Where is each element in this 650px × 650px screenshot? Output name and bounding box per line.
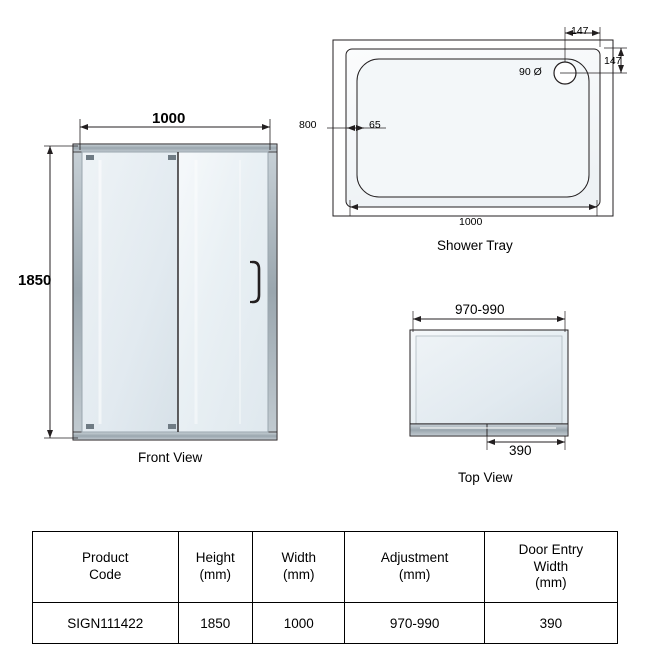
header-adjustment-line2: (mm): [398, 567, 431, 582]
header-width: [252, 532, 345, 603]
cell-height: 1850: [178, 603, 252, 644]
top-view-width-dimension: 970-990: [455, 302, 505, 317]
header-product-code: [33, 532, 179, 603]
front-view-caption: Front View: [138, 450, 203, 465]
header-product-code-line1: Product: [82, 550, 129, 566]
tray-width-dimension: 1000: [459, 216, 483, 228]
front-view-height-dimension: 1850: [18, 272, 52, 289]
cell-door-entry-width: 390: [484, 603, 617, 644]
header-product-code-line2: Code: [89, 567, 122, 582]
header-width-line2: (mm): [282, 567, 315, 582]
tray-upstand-dimension: 65: [369, 119, 381, 131]
tray-depth-dimension: 800: [299, 119, 317, 131]
tray-waste-offset-top-dimension: 147: [571, 25, 589, 37]
table-row: [33, 603, 618, 644]
tray-waste-offset-side-dimension: 147: [604, 55, 622, 67]
cell-width: 1000: [252, 603, 345, 644]
header-entry-line3: (mm): [535, 575, 567, 591]
header-adjustment: [345, 532, 484, 603]
shower-tray-caption: Shower Tray: [437, 238, 513, 253]
header-height-line2: (mm): [199, 567, 231, 582]
specification-table: [32, 531, 618, 644]
cell-adjustment: 970-990: [345, 603, 484, 644]
header-adjustment-line1: Adjustment: [380, 550, 449, 566]
header-door-entry-width: [484, 532, 617, 603]
tray-waste-diameter-label: 90 Ø: [519, 66, 542, 78]
header-height-line1: Height: [195, 550, 235, 566]
cell-product-code: SIGN111422: [33, 603, 179, 644]
front-view-width-dimension: 1000: [152, 110, 186, 127]
header-width-line1: Width: [281, 550, 316, 566]
top-view-caption: Top View: [458, 470, 513, 485]
table-header-row: [33, 532, 618, 603]
header-entry-line2: Width: [533, 558, 569, 574]
header-entry-line1: Door Entry: [518, 541, 584, 557]
top-view-entry-dimension: 390: [509, 443, 532, 458]
header-height: [178, 532, 252, 603]
